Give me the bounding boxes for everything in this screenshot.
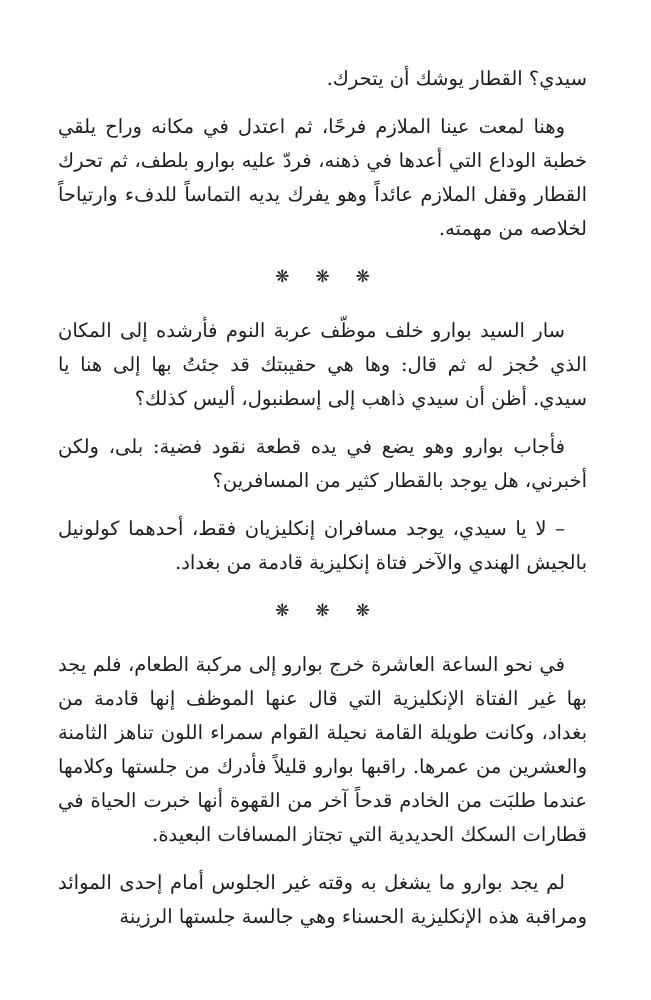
asterism-mark: ❋ — [275, 267, 290, 287]
asterism-mark: ❋ — [315, 601, 330, 621]
paragraph-continuation: سيدي؟ القطار يوشك أن يتحرك. — [326, 67, 587, 90]
paragraph-observing-lady: لم يجد بوارو ما يشغل به وقته غير الجلوس أمام إحدى الموائد ومراقبة هذه الإنكليزية الحسناء وهي جالسة جلستها الرزينة — [58, 871, 587, 928]
paragraph-dining-car: في نحو الساعة العاشرة خرج بوارو إلى مركبة الطعام، فلم يجد بها غير الفتاة الإنكليزية التي قال عنها الموظف إنها قادمة من بغداد، وكانت طويلة القامة نحيلة القوام سمراء اللون تناهز الثامنة والعشرين من عمرها. راقبها بوارو قليلاً فأدرك من جلستها وكلامها عندما طلبَت من الخادم قدحاً آخر من القهوة أنها خبرت الحياة في قطارات السكك الحديدية التي تجتاز المسافات البعيدة. — [58, 653, 587, 846]
asterism-mark: ❋ — [315, 267, 330, 287]
paragraph-lieutenant-farewell: وهنا لمعت عينا الملازم فرحًا، ثم اعتدل في مكانه وراح يلقي خطبة الوداع التي أعدها في ذهنه، فردّ عليه بوارو بلطف، ثم تحرك القطار وقفل الملازم عائداً وهو يفرك يديه التماساً للدفء وارتياحاً لخلاصه من مهمته. — [58, 115, 587, 240]
asterism-mark: ❋ — [355, 601, 370, 621]
asterism-mark: ❋ — [355, 267, 370, 287]
paragraph-poirot-question: فأجاب بوارو وهو يضع في يده قطعة نقود فضية: بلى، ولكن أخبرني، هل يوجد بالقطار كثير من المسافرين؟ — [58, 435, 587, 492]
section-separator — [58, 260, 587, 294]
asterism-mark: ❋ — [275, 601, 290, 621]
section-separator — [58, 594, 587, 628]
paragraph-attendant-reply: – لا يا سيدي، يوجد مسافران إنكليزيان فقط، أحدهما كولونيل بالجيش الهندي والآخر فتاة إنكليزية قادمة من بغداد. — [58, 517, 587, 574]
paragraph-sleeping-car-attendant: سار السيد بوارو خلف موظّف عربة النوم فأرشده إلى المكان الذي حُجز له ثم قال: وها هي حقيبتك قد جئتُ بها إلى هنا يا سيدي. أظن أن سيدي ذاهب إلى إسطنبول، أليس كذلك؟ — [58, 319, 587, 410]
